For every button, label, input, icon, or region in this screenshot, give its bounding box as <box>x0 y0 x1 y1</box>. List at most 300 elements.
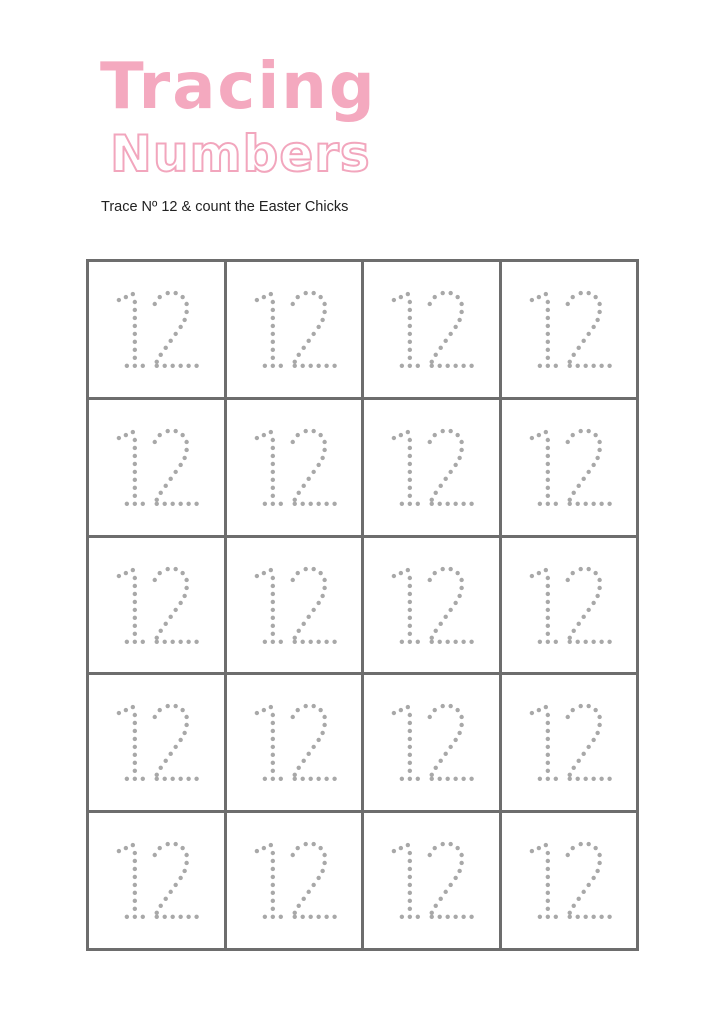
trace-dot <box>430 639 434 643</box>
trace-dot <box>529 298 533 302</box>
trace-dot <box>576 346 580 350</box>
trace-dot <box>262 364 266 368</box>
trace-dot <box>567 773 571 777</box>
trace-dot <box>578 566 582 570</box>
trace-dot <box>322 310 326 314</box>
trace-dot <box>324 364 328 368</box>
trace-dot <box>133 859 137 863</box>
trace-dot <box>583 777 587 781</box>
trace-dot <box>292 497 296 501</box>
trace-dot <box>597 577 601 581</box>
trace-dot <box>184 448 188 452</box>
trace-dot <box>292 911 296 915</box>
trace-dot <box>597 861 601 865</box>
trace-dot <box>178 738 182 742</box>
trace-dot <box>408 875 412 879</box>
trace-dot <box>158 846 162 850</box>
trace-dot <box>270 446 274 450</box>
tracing-grid <box>86 259 639 951</box>
trace-dot <box>300 915 304 919</box>
trace-dot <box>311 607 315 611</box>
trace-dot <box>593 846 597 850</box>
tracing-cell <box>227 538 362 673</box>
trace-dot <box>597 448 601 452</box>
trace-dot <box>430 911 434 915</box>
trace-dot <box>567 364 571 368</box>
trace-dot <box>448 566 452 570</box>
trace-dot <box>124 846 128 850</box>
trace-dot <box>141 639 145 643</box>
trace-dot <box>591 777 595 781</box>
trace-dot <box>469 501 473 505</box>
trace-dot <box>133 469 137 473</box>
tracing-cell <box>227 262 362 397</box>
trace-dot <box>311 842 315 846</box>
trace-dot <box>322 585 326 589</box>
trace-dot <box>400 777 404 781</box>
trace-dot <box>529 711 533 715</box>
trace-dot <box>575 364 579 368</box>
trace-dot <box>545 356 549 360</box>
trace-dot <box>444 476 448 480</box>
trace-dot <box>408 615 412 619</box>
trace-dot <box>430 364 434 368</box>
trace-dot <box>268 430 272 434</box>
trace-dot <box>292 773 296 777</box>
dotted-number-12 <box>89 400 224 535</box>
dotted-number-12 <box>227 813 362 948</box>
trace-dot <box>131 567 135 571</box>
trace-dot <box>459 440 463 444</box>
trace-dot <box>133 899 137 903</box>
trace-dot <box>301 346 305 350</box>
trace-dot <box>292 501 296 505</box>
trace-dot <box>567 777 571 781</box>
trace-dot <box>459 585 463 589</box>
trace-dot <box>184 585 188 589</box>
trace-dot <box>270 485 274 489</box>
trace-dot <box>459 853 463 857</box>
trace-dot <box>155 639 159 643</box>
trace-dot <box>270 438 274 442</box>
trace-dot <box>545 607 549 611</box>
trace-dot <box>322 723 326 727</box>
trace-dot <box>133 364 137 368</box>
trace-dot <box>155 915 159 919</box>
trace-dot <box>270 875 274 879</box>
trace-dot <box>570 846 574 850</box>
trace-dot <box>408 332 412 336</box>
trace-dot <box>166 429 170 433</box>
trace-dot <box>438 364 442 368</box>
trace-dot <box>408 639 412 643</box>
trace-dot <box>125 639 129 643</box>
trace-dot <box>599 777 603 781</box>
trace-dot <box>455 708 459 712</box>
trace-dot <box>133 493 137 497</box>
trace-dot <box>124 708 128 712</box>
trace-dot <box>194 915 198 919</box>
trace-dot <box>433 433 437 437</box>
trace-dot <box>155 773 159 777</box>
title-tracing: Tracing <box>100 50 377 124</box>
trace-dot <box>461 639 465 643</box>
trace-dot <box>133 769 137 773</box>
trace-dot <box>178 639 182 643</box>
trace-dot <box>586 745 590 749</box>
trace-dot <box>173 566 177 570</box>
trace-dot <box>434 490 438 494</box>
trace-dot <box>303 429 307 433</box>
trace-dot <box>593 708 597 712</box>
trace-dot <box>270 615 274 619</box>
trace-dot <box>567 639 571 643</box>
trace-dot <box>567 360 571 364</box>
trace-dot <box>178 600 182 604</box>
trace-dot <box>155 360 159 364</box>
trace-dot <box>581 339 585 343</box>
trace-dot <box>180 846 184 850</box>
trace-dot <box>545 340 549 344</box>
trace-dot <box>262 639 266 643</box>
trace-dot <box>322 715 326 719</box>
trace-dot <box>570 433 574 437</box>
trace-dot <box>254 436 258 440</box>
trace-dot <box>529 573 533 577</box>
trace-dot <box>459 302 463 306</box>
trace-dot <box>194 639 198 643</box>
trace-dot <box>173 883 177 887</box>
trace-dot <box>117 298 121 302</box>
trace-dot <box>131 843 135 847</box>
trace-dot <box>311 469 315 473</box>
trace-dot <box>439 483 443 487</box>
trace-dot <box>270 777 274 781</box>
trace-dot <box>406 430 410 434</box>
trace-dot <box>408 777 412 781</box>
trace-dot <box>408 364 412 368</box>
trace-dot <box>597 853 601 857</box>
trace-dot <box>545 639 549 643</box>
trace-dot <box>599 915 603 919</box>
trace-dot <box>586 429 590 433</box>
trace-dot <box>270 623 274 627</box>
trace-dot <box>459 577 463 581</box>
trace-dot <box>545 477 549 481</box>
trace-dot <box>125 364 129 368</box>
trace-dot <box>324 501 328 505</box>
trace-dot <box>295 570 299 574</box>
trace-dot <box>459 448 463 452</box>
trace-dot <box>408 308 412 312</box>
trace-dot <box>311 745 315 749</box>
trace-dot <box>296 490 300 494</box>
trace-dot <box>125 501 129 505</box>
trace-dot <box>178 876 182 880</box>
trace-dot <box>186 639 190 643</box>
trace-dot <box>290 577 294 581</box>
trace-dot <box>324 777 328 781</box>
trace-dot <box>262 777 266 781</box>
title-numbers: Numbers <box>110 125 371 183</box>
trace-dot <box>133 713 137 717</box>
trace-dot <box>545 851 549 855</box>
trace-dot <box>173 332 177 336</box>
trace-dot <box>595 869 599 873</box>
trace-dot <box>444 890 448 894</box>
trace-dot <box>141 777 145 781</box>
trace-dot <box>455 570 459 574</box>
dotted-number-12 <box>227 538 362 673</box>
trace-dot <box>433 846 437 850</box>
trace-dot <box>597 585 601 589</box>
trace-dot <box>316 600 320 604</box>
trace-dot <box>318 846 322 850</box>
trace-dot <box>158 295 162 299</box>
trace-dot <box>581 890 585 894</box>
trace-dot <box>545 875 549 879</box>
trace-dot <box>270 477 274 481</box>
trace-dot <box>311 291 315 295</box>
trace-dot <box>408 493 412 497</box>
trace-dot <box>270 899 274 903</box>
trace-dot <box>166 704 170 708</box>
trace-dot <box>591 639 595 643</box>
trace-dot <box>278 364 282 368</box>
trace-dot <box>133 623 137 627</box>
trace-dot <box>438 777 442 781</box>
trace-dot <box>545 753 549 757</box>
trace-dot <box>553 915 557 919</box>
trace-dot <box>133 777 137 781</box>
dotted-number-12 <box>364 400 499 535</box>
trace-dot <box>543 292 547 296</box>
trace-dot <box>406 705 410 709</box>
trace-dot <box>306 752 310 756</box>
trace-dot <box>316 639 320 643</box>
trace-dot <box>316 738 320 742</box>
trace-dot <box>591 600 595 604</box>
trace-dot <box>124 570 128 574</box>
trace-dot <box>133 721 137 725</box>
trace-dot <box>536 570 540 574</box>
trace-dot <box>300 364 304 368</box>
trace-dot <box>133 607 137 611</box>
trace-dot <box>133 332 137 336</box>
trace-dot <box>543 567 547 571</box>
trace-dot <box>173 704 177 708</box>
trace-dot <box>159 353 163 357</box>
trace-dot <box>166 291 170 295</box>
trace-dot <box>575 501 579 505</box>
trace-dot <box>545 501 549 505</box>
trace-dot <box>529 849 533 853</box>
trace-dot <box>153 715 157 719</box>
trace-dot <box>408 713 412 717</box>
trace-dot <box>270 501 274 505</box>
trace-dot <box>455 295 459 299</box>
trace-dot <box>586 607 590 611</box>
trace-dot <box>141 364 145 368</box>
trace-dot <box>178 364 182 368</box>
trace-dot <box>300 777 304 781</box>
trace-dot <box>428 577 432 581</box>
trace-dot <box>133 356 137 360</box>
trace-dot <box>178 915 182 919</box>
trace-dot <box>408 729 412 733</box>
trace-dot <box>318 708 322 712</box>
trace-dot <box>545 348 549 352</box>
trace-dot <box>428 302 432 306</box>
trace-dot <box>545 332 549 336</box>
trace-dot <box>469 777 473 781</box>
trace-dot <box>153 853 157 857</box>
trace-dot <box>133 875 137 879</box>
trace-dot <box>141 915 145 919</box>
trace-dot <box>170 639 174 643</box>
trace-dot <box>303 291 307 295</box>
trace-dot <box>469 364 473 368</box>
trace-dot <box>332 501 336 505</box>
trace-dot <box>408 745 412 749</box>
trace-dot <box>434 353 438 357</box>
trace-dot <box>545 599 549 603</box>
trace-dot <box>408 340 412 344</box>
trace-dot <box>545 446 549 450</box>
trace-dot <box>448 607 452 611</box>
trace-dot <box>322 302 326 306</box>
trace-dot <box>117 573 121 577</box>
trace-dot <box>444 614 448 618</box>
dotted-number-12 <box>227 400 362 535</box>
trace-dot <box>537 639 541 643</box>
trace-dot <box>545 615 549 619</box>
trace-dot <box>320 456 324 460</box>
trace-dot <box>303 566 307 570</box>
trace-dot <box>571 628 575 632</box>
trace-dot <box>133 729 137 733</box>
trace-dot <box>607 915 611 919</box>
trace-dot <box>408 446 412 450</box>
trace-dot <box>163 364 167 368</box>
trace-dot <box>184 302 188 306</box>
trace-dot <box>278 639 282 643</box>
trace-dot <box>543 843 547 847</box>
trace-dot <box>408 623 412 627</box>
trace-dot <box>445 364 449 368</box>
trace-dot <box>448 883 452 887</box>
trace-dot <box>173 745 177 749</box>
trace-dot <box>607 639 611 643</box>
trace-dot <box>565 440 569 444</box>
trace-dot <box>318 295 322 299</box>
trace-dot <box>591 501 595 505</box>
trace-dot <box>581 752 585 756</box>
trace-dot <box>155 777 159 781</box>
tracing-cell <box>502 400 637 535</box>
trace-dot <box>133 851 137 855</box>
trace-dot <box>155 635 159 639</box>
dotted-number-12 <box>89 262 224 397</box>
trace-dot <box>545 737 549 741</box>
trace-dot <box>155 911 159 915</box>
trace-dot <box>308 364 312 368</box>
trace-dot <box>169 752 173 756</box>
trace-dot <box>553 777 557 781</box>
trace-dot <box>597 715 601 719</box>
trace-dot <box>164 346 168 350</box>
trace-dot <box>300 501 304 505</box>
trace-dot <box>270 583 274 587</box>
trace-dot <box>270 308 274 312</box>
trace-dot <box>163 501 167 505</box>
trace-dot <box>270 631 274 635</box>
trace-dot <box>445 639 449 643</box>
trace-dot <box>586 704 590 708</box>
trace-dot <box>545 469 549 473</box>
trace-dot <box>169 890 173 894</box>
trace-dot <box>292 777 296 781</box>
trace-dot <box>430 773 434 777</box>
trace-dot <box>268 292 272 296</box>
trace-dot <box>133 316 137 320</box>
trace-dot <box>583 915 587 919</box>
trace-dot <box>332 777 336 781</box>
tracing-cell <box>89 262 224 397</box>
trace-dot <box>270 907 274 911</box>
dotted-number-12 <box>364 675 499 810</box>
trace-dot <box>571 904 575 908</box>
tracing-cell <box>227 675 362 810</box>
trace-dot <box>308 501 312 505</box>
trace-dot <box>270 745 274 749</box>
trace-dot <box>311 429 315 433</box>
trace-dot <box>545 438 549 442</box>
dotted-number-12 <box>364 813 499 948</box>
trace-dot <box>194 501 198 505</box>
trace-dot <box>164 759 168 763</box>
trace-dot <box>439 621 443 625</box>
trace-dot <box>292 635 296 639</box>
trace-dot <box>270 462 274 466</box>
trace-dot <box>570 708 574 712</box>
trace-dot <box>408 737 412 741</box>
trace-dot <box>270 599 274 603</box>
trace-dot <box>170 364 174 368</box>
trace-dot <box>180 295 184 299</box>
trace-dot <box>545 316 549 320</box>
trace-dot <box>543 705 547 709</box>
trace-dot <box>392 573 396 577</box>
trace-dot <box>400 501 404 505</box>
trace-dot <box>448 704 452 708</box>
trace-dot <box>448 469 452 473</box>
trace-dot <box>457 869 461 873</box>
trace-dot <box>270 591 274 595</box>
trace-dot <box>597 440 601 444</box>
trace-dot <box>545 364 549 368</box>
trace-dot <box>159 628 163 632</box>
trace-dot <box>133 915 137 919</box>
trace-dot <box>295 433 299 437</box>
trace-dot <box>133 591 137 595</box>
trace-dot <box>133 454 137 458</box>
trace-dot <box>428 440 432 444</box>
trace-dot <box>163 915 167 919</box>
trace-dot <box>392 436 396 440</box>
trace-dot <box>441 291 445 295</box>
tracing-cell <box>502 675 637 810</box>
